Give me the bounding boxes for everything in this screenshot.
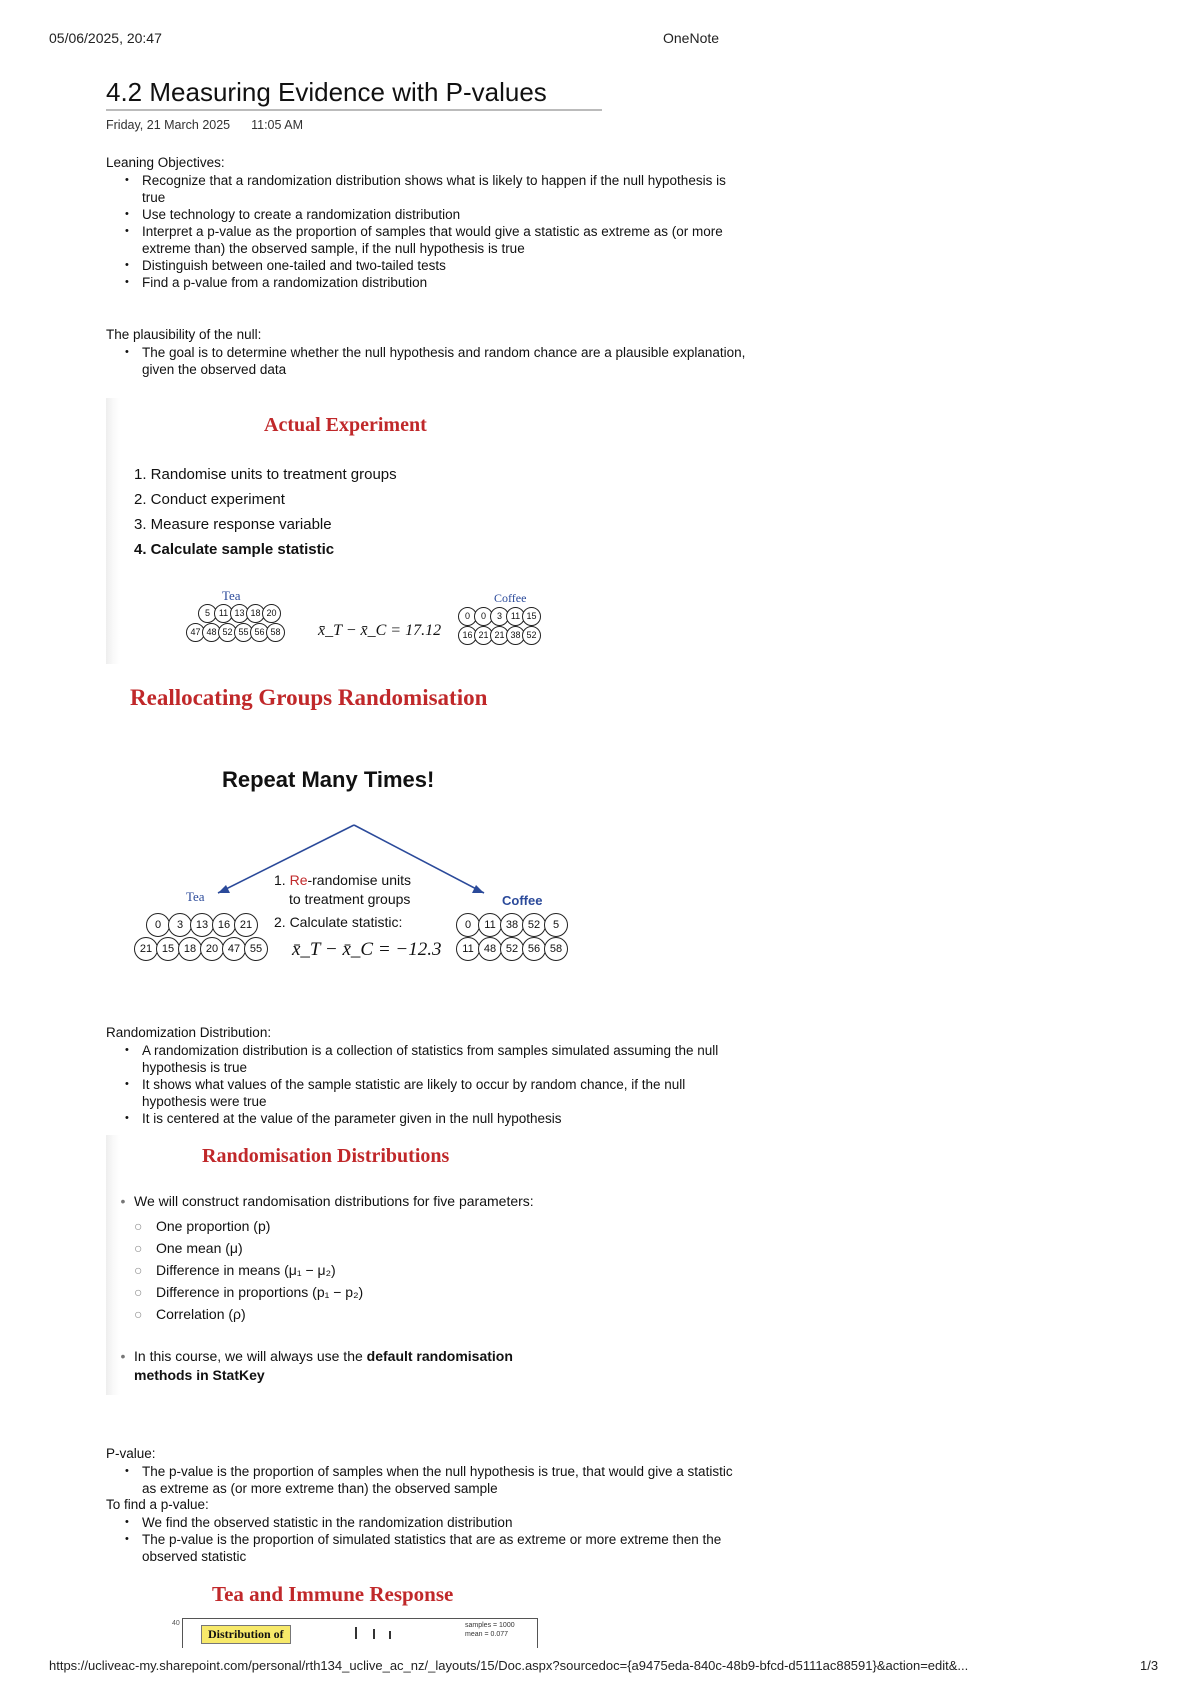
data-circle: 18 xyxy=(246,604,265,623)
tea-label: Tea xyxy=(222,588,241,603)
data-circle: 21 xyxy=(234,913,258,937)
step-item: 4. Calculate sample statistic xyxy=(134,541,335,558)
tea-label: Tea xyxy=(186,889,205,904)
data-circle: 16 xyxy=(212,913,236,937)
list-item: • Find a p-value from a randomization distribution xyxy=(106,274,746,291)
data-circle: 15 xyxy=(156,937,180,961)
list-item: • Recognize that a randomization distribution shows what is likely to happen if the null hypothesis is true xyxy=(106,172,746,206)
data-circle: 13 xyxy=(230,604,249,623)
step-item: 1. Randomise units to treatment groups xyxy=(134,466,397,483)
list-item: • We find the observed statistic in the randomization distribution xyxy=(106,1514,746,1531)
slide-title: Tea and Immune Response xyxy=(212,1582,454,1606)
tea-circles xyxy=(186,604,282,642)
title-number: 4.2 xyxy=(106,77,143,107)
histogram-bar xyxy=(389,1631,391,1639)
data-circle: 38 xyxy=(506,626,525,645)
re-emphasis: Re xyxy=(289,872,308,888)
data-circle: 52 xyxy=(522,913,546,937)
data-circle: 58 xyxy=(266,623,285,642)
pvalue-heading: P-value: xyxy=(106,1446,156,1461)
list-item: ○ Correlation (ρ) xyxy=(134,1306,246,1322)
data-circle: 21 xyxy=(134,937,158,961)
list-item: ○ One proportion (p) xyxy=(134,1218,271,1234)
slide-title: Reallocating Groups Randomisation xyxy=(130,685,488,710)
randdist-heading: Randomization Distribution: xyxy=(106,1025,272,1040)
tea-circles xyxy=(134,913,266,961)
slide-title: Randomisation Distributions xyxy=(202,1145,450,1167)
list-item: • A randomization distribution is a collection of statistics from samples simulated assuming the null hypothesis is true xyxy=(106,1042,746,1076)
slide-title: Actual Experiment xyxy=(264,414,427,436)
data-circle: 0 xyxy=(458,607,477,626)
footer-url: https://ucliveac-my.sharepoint.com/personal/rth134_uclive_ac_nz/_layouts/15/Doc.aspx?sourcedoc={a9475eda-840c-48b9-bfcd-d5111ac88591}&action=edit&... xyxy=(49,1658,969,1673)
data-circle: 20 xyxy=(200,937,224,961)
step-item: 2. Conduct experiment xyxy=(134,491,285,508)
data-circle: 47 xyxy=(222,937,246,961)
list-item: • It shows what values of the sample statistic are likely to occur by random chance, if the null hypothesis were true xyxy=(106,1076,746,1110)
note-bold: methods in StatKey xyxy=(134,1367,265,1383)
param-intro: • We will construct randomisation distributions for five parameters: xyxy=(120,1193,534,1209)
observed-statistic: x̄_T − x̄_C = 17.12 xyxy=(318,622,442,639)
page-date-line xyxy=(106,118,303,132)
summary-stats xyxy=(465,1621,515,1639)
slide-actual-experiment xyxy=(106,398,606,664)
data-circle: 58 xyxy=(544,937,568,961)
histogram-bar xyxy=(355,1627,357,1639)
data-circle: 3 xyxy=(490,607,509,626)
data-circle: 3 xyxy=(168,913,192,937)
step-1: 1. Re-randomise units xyxy=(274,872,411,888)
resampled-statistic: x̄_T − x̄_C = −12.3 xyxy=(292,939,442,960)
samples-count: samples = 1000 xyxy=(465,1622,515,1629)
data-circle: 56 xyxy=(522,937,546,961)
list-item: • Distinguish between one-tailed and two-tailed tests xyxy=(106,257,746,274)
step-item: 3. Measure response variable xyxy=(134,516,332,533)
data-circle: 16 xyxy=(458,626,477,645)
slide-tea-immune xyxy=(170,1582,610,1648)
data-circle: 11 xyxy=(506,607,525,626)
data-circle: 55 xyxy=(234,623,253,642)
data-circle: 21 xyxy=(474,626,493,645)
data-circle: 5 xyxy=(198,604,217,623)
list-item: • Use technology to create a randomization distribution xyxy=(106,206,746,223)
page-date: Friday, 21 March 2025 xyxy=(106,118,231,132)
find-pvalue-heading: To find a p-value: xyxy=(106,1497,209,1512)
step-1-line2: to treatment groups xyxy=(289,891,411,907)
app-name: OneNote xyxy=(663,30,720,46)
page-time: 11:05 AM xyxy=(251,118,303,132)
data-circle: 0 xyxy=(146,913,170,937)
data-circle: 11 xyxy=(214,604,233,623)
distribution-label: Distribution of xyxy=(201,1625,291,1644)
data-circle: 55 xyxy=(244,937,268,961)
page-title xyxy=(106,77,602,111)
data-circle: 0 xyxy=(456,913,480,937)
list-item: ○ One mean (μ) xyxy=(134,1240,243,1256)
steps-list xyxy=(134,462,397,562)
coffee-circles xyxy=(456,913,566,961)
plausibility-list xyxy=(106,344,746,378)
pvalue-list xyxy=(106,1463,746,1497)
axis-tick: 40 xyxy=(172,1620,180,1627)
slide-subtitle: Repeat Many Times! xyxy=(222,767,435,792)
slide-reallocating-groups xyxy=(106,675,606,975)
procedure-text xyxy=(274,871,411,932)
data-circle: 20 xyxy=(262,604,281,623)
page-number: 1/3 xyxy=(1140,1658,1159,1673)
data-circle: 48 xyxy=(478,937,502,961)
list-item: • The p-value is the proportion of samples when the null hypothesis is true, that would give a statistic as extreme as (or more extreme than) the observed sample xyxy=(106,1463,746,1497)
data-circle: 5 xyxy=(544,913,568,937)
histogram-bar xyxy=(373,1629,375,1639)
step-2: 2. Calculate statistic: xyxy=(274,914,403,930)
data-circle: 47 xyxy=(186,623,205,642)
data-circle: 15 xyxy=(522,607,541,626)
mean-value: mean = 0.077 xyxy=(465,1631,509,1638)
print-datetime: 05/06/2025, 20:47 xyxy=(49,30,162,46)
data-circle: 18 xyxy=(178,937,202,961)
data-circle: 13 xyxy=(190,913,214,937)
plausibility-heading: The plausibility of the null: xyxy=(106,327,262,342)
param-list xyxy=(134,1215,363,1325)
list-item: • The goal is to determine whether the null hypothesis and random chance are a plausible explanation, given the observed data xyxy=(106,344,746,378)
list-item: ○ Difference in means (μ₁ − μ₂) xyxy=(134,1262,336,1278)
data-circle: 48 xyxy=(202,623,221,642)
title-text: Measuring Evidence with P-values xyxy=(149,77,547,107)
statkey-note: • In this course, we will always use the default randomisation methods in StatKey xyxy=(120,1348,513,1383)
data-circle: 21 xyxy=(490,626,509,645)
list-item: ○ Difference in proportions (p₁ − p₂) xyxy=(134,1284,364,1300)
statkey-panel xyxy=(182,1618,538,1648)
coffee-circles xyxy=(458,607,538,645)
data-circle: 38 xyxy=(500,913,524,937)
find-pvalue-list xyxy=(106,1514,746,1565)
data-circle: 52 xyxy=(218,623,237,642)
list-item: • It is centered at the value of the parameter given in the null hypothesis xyxy=(106,1110,746,1127)
data-circle: 11 xyxy=(478,913,502,937)
randdist-list xyxy=(106,1042,746,1127)
data-circle: 52 xyxy=(522,626,541,645)
list-item: • Interpret a p-value as the proportion of samples that would give a statistic as extreme as (or more extreme than) the observed sample, if the null hypothesis is true xyxy=(106,223,746,257)
objectives-list xyxy=(106,172,746,291)
objectives-heading: Leaning Objectives: xyxy=(106,155,225,170)
data-circle: 0 xyxy=(474,607,493,626)
list-item: • The p-value is the proportion of simulated statistics that are as extreme or more extreme then the observed statistic xyxy=(106,1531,746,1565)
data-circle: 52 xyxy=(500,937,524,961)
data-circle: 11 xyxy=(456,937,480,961)
data-circle: 56 xyxy=(250,623,269,642)
coffee-label: Coffee xyxy=(502,893,543,908)
slide-randomisation-distributions xyxy=(106,1135,606,1395)
note-bold: default randomisation xyxy=(366,1348,513,1364)
coffee-label: Coffee xyxy=(494,591,527,605)
intro-text: We will construct randomisation distributions for five parameters: xyxy=(134,1193,534,1209)
